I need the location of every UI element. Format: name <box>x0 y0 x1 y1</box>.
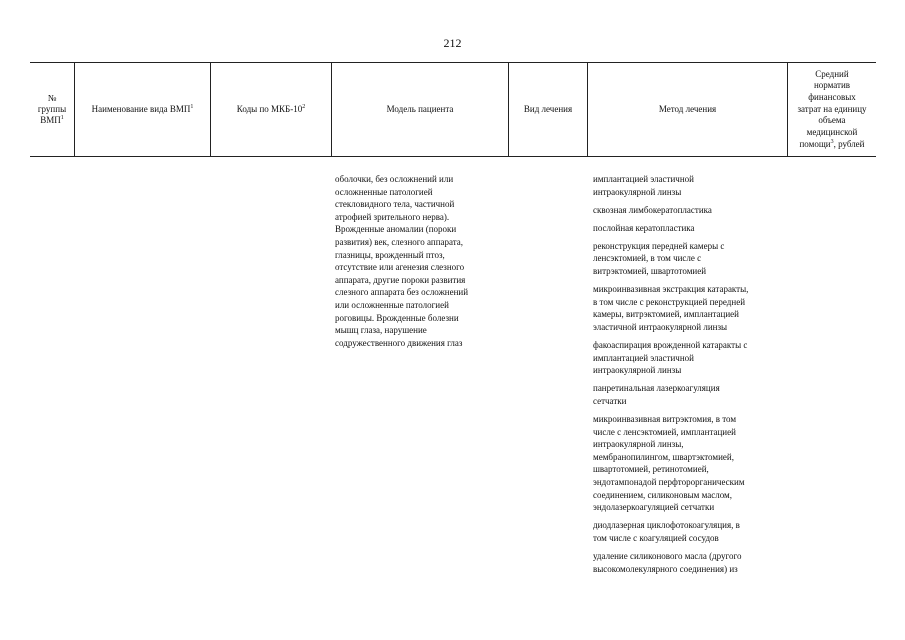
header-vmp-name <box>75 63 210 156</box>
footnote-mark: 3 <box>830 138 834 145</box>
treatment-method-item: диодлазерная циклофотокоагуляция, в том числе с коагуляцией сосудов <box>593 520 740 543</box>
header-average-cost <box>788 63 876 156</box>
footnote-mark: 2 <box>302 103 306 110</box>
header-treatment-method-text: Метод лечения <box>658 103 717 114</box>
treatment-method-cell <box>593 173 788 581</box>
header-vmp-name-text: Наименование вида ВМП <box>91 103 191 114</box>
header-bottom-border <box>30 156 876 157</box>
header-icd-codes-text: Коды по МКБ-10 <box>236 103 303 114</box>
treatment-method-item: микроинвазивная витрэктомия, в том числе с ленсэктомией, имплантацией интраокулярной линзы, мембранопилингом, швартэктомией, швартотомией, ретинотомией, эндотампонадой перфторорганическим соединением, силиконовым маслом, эндолазеркоагуляцией сетчатки <box>593 414 745 513</box>
header-patient-model <box>332 63 508 156</box>
header-treatment-method <box>588 63 787 156</box>
treatment-method-item: панретинальная лазеркоагуляция сетчатки <box>593 383 720 406</box>
treatment-method-item: факоаспирация врожденной катаракты с имплантацией эластичной интраокулярной линзы <box>593 340 748 376</box>
header-group-number <box>30 63 74 156</box>
header-treatment-type <box>509 63 587 156</box>
header-treatment-type-text: Вид лечения <box>523 103 573 114</box>
header-average-cost-text: Средний норматив финансовых затрат на единицу объема медицинской помощи <box>797 68 867 149</box>
footnote-mark: 1 <box>60 115 64 122</box>
page-number: 212 <box>443 36 462 50</box>
header-icd-codes <box>211 63 331 156</box>
treatment-method-item: реконструкция передней камеры с ленсэктомией, в том числе с витрэктомией, швартотомией <box>593 240 725 277</box>
treatment-method-item: сквозная лимбокератопластика <box>593 204 712 215</box>
footnote-mark: 1 <box>190 103 194 110</box>
header-group-number-text: № группы ВМП <box>37 92 67 126</box>
treatment-method-item: микроинвазивная экстракция катаракты, в том числе с реконструкцией передней камеры, витрэктомией, имплантацией эластичной интраокулярной линзы <box>593 284 749 332</box>
patient-model-cell: оболочки, без осложнений или осложненные патологией стекловидного тела, частичной атрофией зрительного нерва). Врожденные аномалии (пороки развития) век, слезного аппарата, глазницы, врожденный птоз, отсутствие или агенезия слезного аппарата, другие пороки развития слезного аппарата без осложнений или осложненные патологией роговицы. Врожденные болезни мышц глаза, нарушение содружественного движения глаз <box>335 174 469 348</box>
header-patient-model-text: Модель пациента <box>386 103 454 114</box>
treatment-method-item: удаление силиконового масла (другого высокомолекулярного соединения) из <box>593 550 742 574</box>
treatment-method-item: послойная кератопластика <box>593 222 695 233</box>
header-average-cost-tail: , рублей <box>833 138 865 149</box>
treatment-method-item: имплантацией эластичной интраокулярной линзы <box>593 174 694 197</box>
